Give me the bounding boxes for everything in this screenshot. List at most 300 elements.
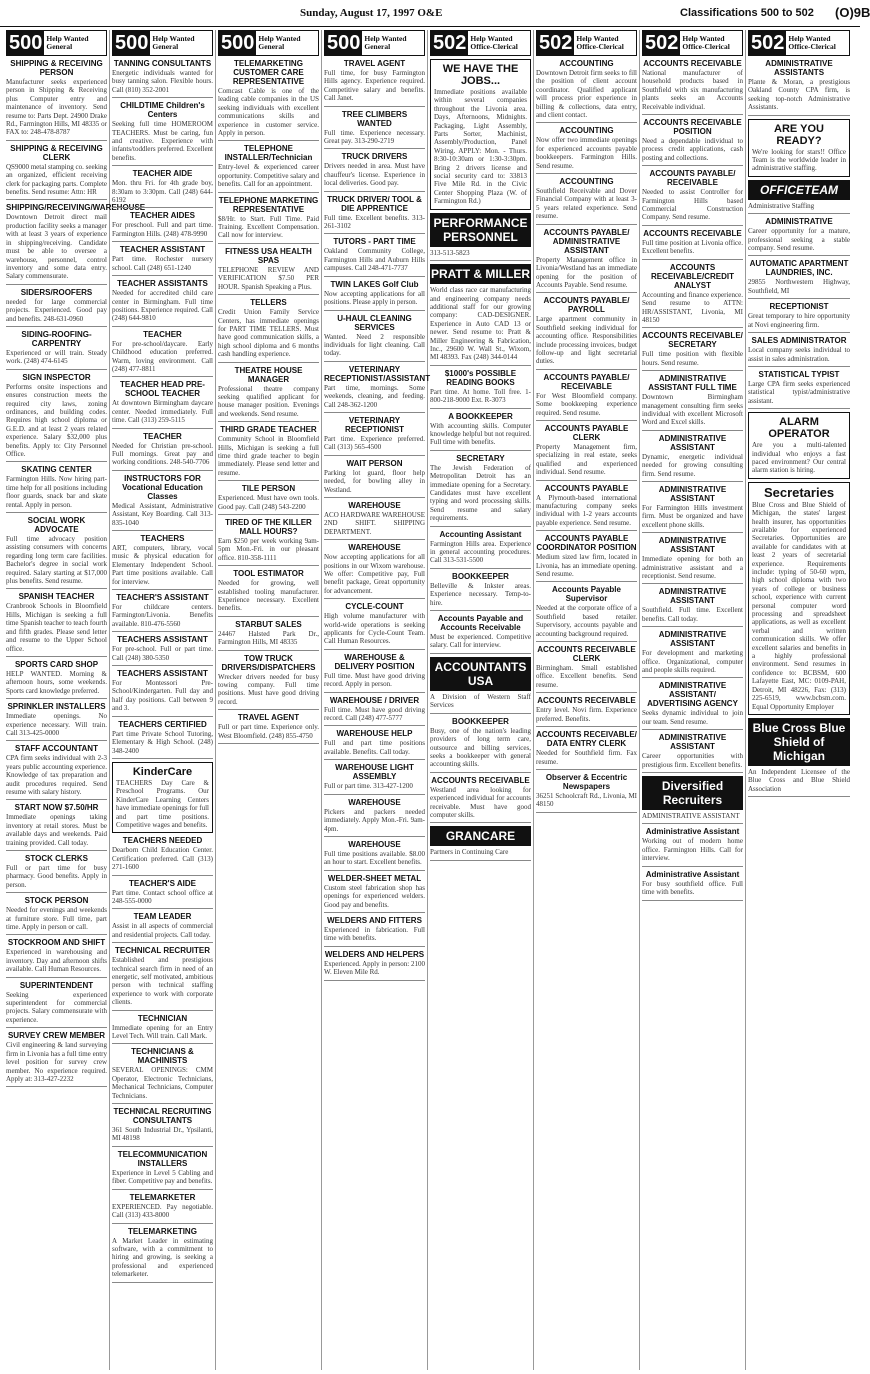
ad-body: Need a dependable individual to process credit applications, cash posting and collections. — [642, 137, 743, 162]
classified-ad — [536, 424, 637, 481]
ad-title: TECHNICAL RECRUITING CONSULTANTS — [113, 1107, 212, 1126]
ad-body: Now accepting applications for all positions. Please apply in person. — [324, 289, 425, 307]
classified-ad — [218, 196, 319, 244]
ad-body: Energetic individuals wanted for busy tanning salon. Flexible hours. Call (810) 352-2001 — [112, 69, 213, 94]
classified-ad — [6, 59, 107, 141]
classified-ad — [112, 1107, 213, 1147]
ad-body: Local company seeks individual to assist in sales administration. — [748, 346, 850, 363]
ad-title: TRAVEL AGENT — [343, 59, 406, 68]
ad-title: ADMINISTRATIVE ASSISTANT — [658, 484, 727, 503]
classified-ad — [6, 1031, 107, 1087]
ad-body: For preschool. Full and part time. Farmington Hills. (248) 478-9990 — [112, 221, 213, 238]
ad-body: Belleville & Inkster areas. Experience necessary. Temp-to-hire. — [430, 581, 531, 607]
ad-body: Full time. Experience necessary. Great pay. 313-290-2719 — [324, 128, 425, 146]
classified-ad — [324, 696, 425, 727]
classified-ad — [218, 144, 319, 192]
classified-ad — [112, 1193, 213, 1224]
ad-body: Dynamic, energetic individual needed for growing consulting firm. Send resume. — [642, 452, 743, 478]
ad-title: TRUCK DRIVERS — [341, 152, 408, 162]
classified-ad — [642, 263, 743, 329]
ad-title: ACCOUNTING — [559, 59, 614, 68]
classified-ad — [324, 950, 425, 981]
classified-ad — [642, 733, 743, 773]
ad-body: Southfield Receivable and Dover Financial Company with at least 3-5 years related experience. Send resume. — [536, 187, 637, 221]
ad-body: Full or part time. 313-427-1200 — [324, 782, 413, 791]
classified-ad — [6, 288, 107, 327]
ad-body: needed for large commercial projects. Experienced. Good pay and benefits. 248-631-0960 — [6, 297, 107, 323]
classified-ad — [642, 59, 743, 115]
ad-title: ACCOUNTS PAYABLE/ RECEIVABLE — [649, 169, 736, 188]
ad-title: TEAM LEADER — [133, 912, 192, 922]
ad-body: Needed for Christian pre-school. Full mornings. Great pay and working conditions. 248-540-7706 — [112, 441, 213, 467]
classified-ad — [6, 744, 107, 800]
ad-title: VETERINARY RECEPTIONIST/ASSISTANT — [324, 364, 431, 383]
ad-title: CYCLE-COUNT — [345, 602, 404, 612]
ad-body: Needed for evenings and weekends at furniture store. Full time, part time. Apply in person or call. — [6, 906, 107, 932]
ad-title: TEACHER ASSISTANT — [119, 245, 206, 255]
ad-title: ALARM OPERATOR — [768, 416, 830, 441]
ad-title: $1000's POSSIBLE READING BOOKS — [444, 368, 517, 387]
classified-column — [428, 30, 534, 1370]
ad-title: Observer & Eccentric Newspapers — [545, 772, 628, 791]
classified-ad — [112, 245, 213, 276]
classified-ad — [642, 630, 743, 678]
ad-body: Full time advocacy position assisting consumers with concerns regarding long term care facilities. Bachelor's degree in social work required. Salary starting at $17,000 plus benefits. Send resume. — [6, 535, 107, 586]
ad-title: SPANISH TEACHER — [18, 592, 95, 602]
classified-ad — [536, 373, 637, 421]
classified-ad — [112, 1014, 213, 1045]
classified-ad — [430, 59, 531, 210]
company-logo: ACCOUNTANTS USA — [430, 657, 531, 691]
ad-body: Are you a multi-talented individual who enjoys a fast paced environment? Our central alarm station is hiring. — [752, 441, 846, 475]
ad-body: Medical Assistant, Administrative Assistant, Key Boarding. Call 313-835-1040 — [112, 501, 213, 527]
classified-ad — [642, 870, 743, 901]
classified-column — [110, 30, 216, 1370]
classified-ad — [536, 296, 637, 369]
classified-ad — [536, 484, 637, 532]
ad-title: TEACHER HEAD PRE-SCHOOL TEACHER — [120, 380, 205, 399]
classified-ad — [536, 645, 637, 693]
columns-container — [4, 30, 856, 1370]
classified-ad — [748, 412, 850, 479]
ad-body: With accounting skills. Computer knowledge helpful but not required. Full time with benefits. — [430, 421, 531, 447]
ad-title: TEACHER ASSISTANTS — [117, 279, 208, 289]
ad-title: TEACHER AIDE — [132, 169, 193, 179]
ad-title: ACCOUNTS RECEIVABLE CLERK — [537, 645, 636, 664]
ad-title: SIDING-ROOFING-CARPENTRY — [21, 329, 92, 348]
ad-title: TELEMARKETING — [128, 1226, 197, 1236]
classified-ad — [324, 798, 425, 837]
company-logo: GRANCARE — [430, 826, 531, 846]
ad-body: TELEPHONE REVIEW AND VERIFICATION $7.50 PER HOUR. Spanish Speaking a Plus. — [218, 265, 319, 291]
classified-ad — [536, 696, 637, 727]
ad-body: Earn $250 per week working 9am-5pm Mon.-Fri. in our pleasant office. 810-358-1111 — [218, 537, 319, 562]
ad-body: Blue Cross and Blue Shield of Michigan, the states' largest health insurer, has opportunities available for experienced Secretaries. Opportunities are available for candidates with at least 2 years of secretarial experience. Requirements include: typing of 50-60 wpm, high school diploma with two years of college or business school, experience with current personal computer word processing and spreadsheet applications, as well as excellent verbal and written communication skills. We offer excellent salaries and benefits in a highly professional environment. Send resumes in confidence to: BCBSM, 600 Lafayette East, MC: 0109-PAH, Detroit, MI 48226, Fax: (313) 225-6519, www.bcbsm.com. Equal Opportunity Employer — [752, 500, 846, 711]
ad-title: WAREHOUSE — [348, 500, 401, 510]
ad-body: Seeking experienced superintendent for commercial projects. Salary commensurate with experience. — [6, 990, 107, 1024]
ad-title: ACCOUNTS RECEIVABLE — [643, 59, 742, 68]
ad-title: TOOL ESTIMATOR — [233, 569, 304, 579]
ad-body: A Division of Western Staff Services — [430, 692, 531, 710]
classified-ad — [748, 217, 850, 256]
classified-ad — [324, 416, 425, 456]
ad-title: TELLERS — [250, 298, 287, 308]
classified-ad — [6, 803, 107, 851]
ad-title: ACCOUNTS RECEIVABLE/CREDIT ANALYST — [651, 262, 734, 290]
ad-title: SALES ADMINISTRATOR — [751, 336, 847, 346]
classified-ad — [324, 195, 425, 235]
column-heading — [112, 30, 213, 56]
ad-title: ADMINISTRATIVE ASSISTANT/ ADVERTISING AGENCY — [647, 681, 738, 709]
classified-ad — [430, 657, 531, 714]
ad-title: ARE YOU READY? — [774, 122, 824, 147]
classified-ad — [324, 763, 425, 794]
classified-ad — [6, 330, 107, 370]
classified-ad — [112, 59, 213, 98]
classified-ad — [112, 474, 213, 531]
ad-body: Dearborn Child Education Center. Certification preferred. Call (313) 271-1600 — [112, 846, 213, 872]
ad-title: Secretaries — [763, 484, 835, 500]
ad-title: TOW TRUCK DRIVERS/DISPATCHERS — [221, 653, 316, 672]
classified-ad — [430, 776, 531, 824]
ad-body: Part time. At home. Toll free. 1-800-218-9000 Ext. R-3073 — [430, 387, 531, 405]
classified-column — [322, 30, 431, 1370]
ad-title: STARBUT SALES — [235, 619, 302, 629]
classified-ad — [748, 370, 850, 409]
ad-body: At downtown Birmingham daycare center. Needed immediately. Full time. Call (313) 259-5115 — [112, 399, 213, 425]
company-logo: Blue Cross Blue Shield of Michigan — [748, 718, 850, 766]
ad-title: ACCOUNTS PAYABLE COORDINATOR POSITION — [536, 534, 637, 553]
classified-ad — [642, 169, 743, 226]
ad-body: Part time Private School Tutoring, Elementary & High School. (248) 348-2400 — [112, 729, 213, 755]
ad-body: Partners in Continuing Care — [430, 848, 509, 857]
ad-body: Working out of modern home office. Farmington Hills. Call for interview. — [642, 837, 743, 863]
classified-ad — [218, 425, 319, 481]
ad-body: For busy southfield office. Full time with benefits. — [642, 879, 743, 897]
classified-ad — [218, 518, 319, 566]
ad-title: SURVEY CREW MEMBER — [7, 1031, 106, 1041]
ad-body: Performs onsite inspections and ensures construction meets the required city laws, zoning ordinances, and building codes. Requires high school diploma or G.E.D. and at least 2 years related experience. Salary $32,000 plus benefits. Apply to: City Personnel Office. — [6, 382, 107, 458]
classification-code: 502 — [645, 31, 679, 54]
classified-ad — [430, 717, 531, 773]
ad-body: Cranbrook Schools in Bloomfield Hills, Michigan is seeking a full time Spanish teacher to teach fourth and fifth grades. Please send letter and resume to the Upper School office. — [6, 602, 107, 653]
classified-ad — [218, 654, 319, 711]
classified-ad — [112, 1150, 213, 1190]
ad-body: Manufacturer seeks experienced person in Shipping & Receiving plus Computer entry and maintenance of inventory. Send resume to: Parts Dept. 24900 Drake Rd., Farmington Hills, MI 48335 or FAX to: 248-478-8787 — [6, 78, 107, 137]
classified-ad — [112, 169, 213, 208]
classified-ad — [112, 101, 213, 166]
ad-body: Immediate opening for both an administrative assistant and a receptionist. Send resume. — [642, 555, 743, 580]
ad-body: Needed at the corporate office of a Southfield based retailer. Supervisory, accounts payable and accounting background required. — [536, 604, 637, 638]
ad-title: TEACHER — [143, 431, 182, 441]
ad-body: Needed to assist Controller for Farmington Hills based Commercial Construction Company. Send resume. — [642, 188, 743, 222]
classified-ad — [6, 702, 107, 741]
page-header — [0, 0, 870, 27]
classification-label: Help Wanted Office-Clerical — [788, 33, 836, 51]
classified-ad — [748, 59, 850, 116]
ad-title: ACCOUNTING — [559, 177, 614, 187]
ad-body: Community School in Bloomfield Hills, Michigan is seeking a full time third grade teacher to begin immediately. Please send letter and resume. — [218, 435, 319, 477]
classified-ad — [112, 912, 213, 943]
ad-body: Property Management office in Livonia/Westland has an immediate opening for the position of Accounts Payable. Send resume. — [536, 255, 637, 289]
ad-body: 36251 Schoolcraft Rd., Livonia, MI 48150 — [536, 791, 637, 809]
ad-body: Entry-level & experienced career opportunity. Competitive salary and benefits. Call for an appointment. — [218, 163, 319, 189]
ad-title: SPRINKLER INSTALLERS — [7, 702, 106, 712]
ad-title: WAREHOUSE — [348, 839, 401, 849]
classified-ad — [6, 660, 107, 699]
classified-ad — [642, 229, 743, 260]
ad-title: TEACHERS CERTIFIED — [118, 719, 207, 729]
classification-code: 500 — [9, 31, 43, 54]
ad-body: Westland area looking for experienced individual for accounts receivable. Must have good computer skills. — [430, 785, 531, 819]
ad-title: TELEPHONE MARKETING REPRESENTATIVE — [218, 195, 319, 214]
ad-title: TRUCK DRIVER/ TOOL & DIE APPRENTICE — [327, 194, 422, 213]
ad-title: TWIN LAKES Golf Club — [330, 279, 419, 289]
ad-body: Full or part time. Experience only. West Bloomfield. (248) 855-4750 — [218, 723, 319, 740]
ad-body: Mon. thru Fri. for 4th grade boy, 8:30am to 3:30pm. Call (248) 644-6192 — [112, 179, 213, 205]
ad-title: ACCOUNTING — [559, 126, 614, 136]
ad-title: SECRETARY — [456, 453, 505, 463]
ad-title: WAREHOUSE — [348, 543, 401, 553]
ad-title: TECHNICIANS & MACHINISTS — [131, 1047, 194, 1066]
ad-body: World class race car manufacturing and engineering company needs additional staff for our growing company: CAD-DESIGNER. Experience in Auto CAD 13 or newer. Send resume to: Pratt & Miller Engineering & Fabrication, Inc., 29600 W. Wall St., Wixom, MI 48393. Fax (248) 344-0144 — [430, 286, 531, 362]
classified-ad — [218, 298, 319, 362]
ad-body: Part time. Contact school office at 248-555-0000 — [112, 888, 213, 905]
ad-title: SOCIAL WORK ADVOCATE — [27, 516, 86, 535]
ad-body: 24467 Halsted Park Dr., Farmington Hills, MI 48335 — [218, 629, 319, 647]
ad-body: Professional theatre company seeking qualified applicant for house manager position. Evenings and weekends. Send resume. — [218, 384, 319, 418]
classified-ad — [324, 152, 425, 191]
classified-ad — [218, 366, 319, 423]
classified-ad — [748, 482, 850, 715]
ad-title: SIDERS/ROOFERS — [20, 287, 93, 297]
ad-body: Pickers and packers needed immediately. Apply Mon.-Fri. 9am-4pm. — [324, 807, 425, 833]
ad-body: Full time, for busy Farmington Hills agency. Experience required. Competitive salary and benefits. Call Janet. — [324, 69, 425, 103]
classified-ad — [324, 314, 425, 362]
ad-body: Experienced in warehousing and inventory. Day and afternoon shifts available. Call Human Resources. — [6, 948, 107, 974]
classified-ad — [536, 773, 637, 813]
ad-title: ACCOUNTS RECEIVABLE POSITION — [643, 118, 742, 137]
ad-body: $8/Hr. to Start. Full Time. Paid Training. Excellent Compensation. Call now for interview. — [218, 214, 319, 240]
classified-ad — [324, 543, 425, 599]
ad-body: Comcast Cable is one of the leading cable companies in the US seeking individuals with excellent communications skills and experience in customer service. Apply in person. — [218, 87, 319, 138]
ad-body: For Farmington Hills investment firm. Must be organized and have excellent phone skills. — [642, 503, 743, 529]
ad-body: QS9000 metal stamping co. seeking an organized, efficient receiving clerk for packaging parts. Complete benefits. Send resume: Attn: HR — [6, 162, 107, 197]
ad-title: WAREHOUSE HELP — [336, 729, 413, 739]
ad-title: ADMINISTRATIVE — [765, 217, 833, 227]
ad-title: WELDERS AND HELPERS — [324, 949, 425, 959]
classified-ad — [324, 501, 425, 540]
ad-body: Full time position with flexible hours. Send resume. — [642, 350, 743, 367]
ad-body: Birmingham. Small established office. Excellent benefits. Send resume. — [536, 664, 637, 689]
ad-title: ADMINISTRATIVE ASSISTANT — [658, 733, 727, 752]
ad-body: Downtown Detroit firm seeks to fill the position of client account coordinator. Qualified applicant will process prior experience in billing & collections, data entry, and client contact. — [536, 69, 637, 120]
classified-ad — [6, 373, 107, 463]
ad-title: ACCOUNTS RECEIVABLE/ DATA ENTRY CLERK — [536, 730, 637, 749]
ad-title: TREE CLIMBERS WANTED — [341, 109, 408, 128]
classification-code: 500 — [221, 31, 255, 54]
column-heading — [642, 30, 743, 56]
classified-ad — [536, 177, 637, 225]
ad-title: WAIT PERSON — [346, 458, 403, 468]
classified-ad — [324, 280, 425, 311]
ad-body: Full or part time for busy pharmacy. Good benefits. Apply in person. — [6, 864, 107, 889]
classified-ad — [218, 484, 319, 515]
ad-title: ACCOUNTS RECEIVABLE — [431, 775, 530, 785]
company-logo: Diversified Recruiters — [642, 776, 743, 810]
ad-body: Full and part time positions available. Benefits. Call today. — [324, 739, 425, 756]
ad-title: STOCK PERSON — [24, 896, 89, 906]
ad-body: Full time. Must have good driving record. Apply in person. — [324, 671, 425, 689]
ad-title: TILE PERSON — [241, 484, 296, 494]
company-logo: OFFICETEAM — [748, 180, 850, 200]
ad-body: Large CPA firm seeks experienced statistical typist/administrative assistant. — [748, 379, 850, 405]
ad-title: Administrative Assistant — [645, 869, 740, 879]
ad-title: SKATING CENTER — [21, 465, 92, 475]
classification-code: 502 — [433, 31, 467, 54]
ad-body: Downtown Birmingham management consulting firm seeks individual with excellent Microsoft Word and Excel skills. — [642, 393, 743, 427]
ad-body: Administrative Staffing — [748, 201, 815, 210]
ad-title: TEACHERS NEEDED — [122, 836, 203, 846]
classified-ad — [6, 203, 146, 284]
ad-body: Downtown Detroit direct mail production facility seeks a manager with at least 3 years of experience in shipping/receiving. Candidate must be able to oversee a warehouse, personnel, control inventory and some data entry. Salary commensurate. — [6, 213, 107, 281]
classified-ad — [536, 59, 637, 123]
classified-ad — [324, 602, 425, 650]
classified-ad — [112, 534, 213, 590]
classified-ad — [112, 762, 213, 833]
ad-title: SHIPPING/RECEIVING/WAREHOUSE — [6, 203, 146, 213]
ad-body: Civil engineering & land surveying firm in Livonia has a full time entry level position for survey crew member. No experience required. Apply at: 313-427-2232 — [6, 1041, 107, 1083]
ad-title: TELEMARKETER — [129, 1192, 196, 1202]
company-logo: PRATT & MILLER — [430, 264, 531, 284]
ad-body: For childcare centers. Farmington/Livonia. Benefits available. 810-476-5560 — [112, 603, 213, 628]
classified-ad — [430, 454, 531, 527]
classified-ad — [112, 1227, 213, 1283]
ad-body: Oakland Community College, Farmington Hills and Auburn Hills campuses. Call 248-471-7737 — [324, 247, 425, 273]
classified-ad — [218, 713, 319, 744]
ad-title: WE HAVE THE JOBS... — [442, 63, 519, 87]
classified-ad — [112, 720, 213, 759]
ad-body: Seeking full time HOMEROOM TEACHERS. Must be caring, fun and creative. Experience with infants/toddlers preferred. Excellent benefits. — [112, 120, 213, 162]
ad-body: Experience in Level 5 Cabling and fiber. Competitive pay and benefits. — [112, 1168, 213, 1186]
classified-ad — [112, 1047, 213, 1104]
ad-body: For development and marketing office. Organizational, computer and people skills required. — [642, 649, 743, 675]
ad-title: TELECOMMUNICATION INSTALLERS — [117, 1149, 208, 1168]
classified-ad — [642, 587, 743, 627]
classified-ad — [112, 279, 213, 327]
ad-title: STATISTICAL TYPIST — [758, 369, 840, 379]
classified-ad — [748, 259, 850, 299]
ad-title: SHIPPING & RECEIVING CLERK — [10, 143, 103, 162]
classified-ad — [642, 681, 743, 730]
ad-title: TIRED OF THE KILLER MALL HOURS? — [225, 518, 312, 536]
ad-body: Wanted. Need 2 responsible individuals for light cleaning. Call today. — [324, 332, 425, 358]
ad-body: Full time positions available. $8.00 an hour to start. Excellent benefits. — [324, 849, 425, 867]
ad-body: Full time. Must have good driving record. Call (248) 477-5777 — [324, 705, 425, 723]
classified-ad — [218, 59, 319, 141]
ad-body: Entry level. Novi firm. Experience preferred. Benefits. — [536, 706, 637, 723]
ad-title: SUPERINTENDENT — [19, 980, 94, 990]
classified-ad — [536, 585, 637, 642]
ad-title: TEACHERS ASSISTANT — [117, 669, 208, 679]
classified-column — [216, 30, 322, 1370]
ad-title: VETERINARY RECEPTIONIST — [344, 415, 405, 434]
classified-ad — [642, 827, 743, 866]
ad-body: Part time, mornings. Some weekends, cleaning, and feeding. Call 248-362-1200 — [324, 383, 425, 409]
classified-column — [746, 30, 852, 1370]
ad-title: SHIPPING & RECEIVING PERSON — [10, 59, 103, 77]
ad-title: WELDER-SHEET METAL — [327, 873, 422, 883]
ad-body: 29855 Northwestern Highway, Southfield, MI — [748, 278, 850, 295]
ad-body: Career opportunities with prestigious firm. Excellent benefits. — [642, 752, 743, 769]
ad-title: TUTORS - PART TIME — [333, 237, 416, 247]
ad-title: ACCOUNTS PAYABLE/ RECEIVABLE — [543, 372, 630, 391]
classified-ad — [748, 302, 850, 333]
ad-title: SIGN INSPECTOR — [22, 372, 91, 382]
classified-ad — [6, 592, 107, 656]
classified-ad — [218, 247, 319, 295]
ad-title: TEACHER — [143, 329, 182, 339]
classified-ad — [430, 369, 531, 409]
ad-body: ADMINISTRATIVE ASSISTANT — [642, 812, 740, 821]
ad-title: ACCOUNTS RECEIVABLE/ SECRETARY — [642, 331, 743, 350]
ad-body: Medium sized law firm, located in Livonia, has an immediate opening. Send resume. — [536, 553, 637, 579]
ad-body: Needed for Southfield firm. Fax resume. — [536, 749, 637, 766]
ad-body: Great temporary to hire opportunity at Novi engineering firm. — [748, 312, 850, 329]
classified-ad — [112, 593, 213, 632]
ad-title: ADMINISTRATIVE ASSISTANT FULL TIME — [648, 374, 737, 393]
ad-body: Large apartment community in Southfield seeking individual for accounting office. Responsibilities include processing invoices, budget follow-up and light secretarial duties. — [536, 315, 637, 366]
ad-body: The Jewish Federation of Metropolitan Detroit has an immediate opening for a Secretary. Candidates must have excellent typing and word processing skills. Send resume and salary requirements. — [430, 463, 531, 523]
classified-ad — [6, 938, 107, 977]
ad-title: ADMINISTRATIVE ASSISTANT — [658, 433, 727, 452]
ad-body: Needed for accredited child care center in Birmingham. Full time positions. Experience required. Call (248) 644-9810 — [112, 289, 213, 323]
ad-title: TANNING CONSULTANTS — [113, 59, 212, 68]
classification-code: 500 — [327, 31, 361, 54]
ad-title: FITNESS USA HEALTH SPAS — [225, 246, 312, 265]
ad-body: Experienced. Apply in person: 2100 W. Eleven Mile Rd. — [324, 959, 425, 977]
ad-body: CPA firm seeks individual with 2-3 years public accounting experience. Knowledge of tax preparation and audit procedures required. Send resume with salary history. — [6, 754, 107, 796]
classified-ad — [642, 374, 743, 431]
ad-title: STOCK CLERKS — [25, 854, 88, 863]
classified-ad — [112, 330, 213, 378]
ad-body: Immediate opening for an Entry Level Tech. Will train. Call Mark. — [112, 1023, 213, 1041]
classification-code: 502 — [751, 31, 785, 54]
ad-title: TEACHER'S AIDE — [129, 878, 196, 888]
classification-label: Help Wanted Office-Clerical — [470, 33, 518, 51]
classified-ad — [430, 614, 531, 654]
ad-title: WAREHOUSE — [348, 797, 401, 807]
ad-body: SEVERAL OPENINGS: CMM Operator, Electronic Technicians, Mechanical Technicians, Computer Technicians. — [112, 1066, 213, 1100]
ad-body: Needed for growing, well established tooling manufacturer. Experience necessary. Excellent benefits. — [218, 579, 319, 613]
ad-body: EXPERIENCED. Pay negotiable. Call (313) 433-8000 — [112, 1202, 213, 1220]
classified-ad — [536, 730, 637, 770]
ad-title: Accounts Payable and Accounts Receivable — [437, 614, 524, 633]
column-heading — [6, 30, 107, 56]
column-heading — [324, 30, 425, 56]
ad-body: National manufacturer of household products based in Southfield with six manufacturing plants seeks an Accounts Receivable individual. — [642, 69, 743, 111]
classified-ad — [6, 516, 107, 589]
classified-ad — [324, 653, 425, 693]
ad-title: ADMINISTRATIVE ASSISTANTS — [765, 59, 833, 77]
ad-body: Credit Union Family Service Centers, has immediate openings for PART TIME TELLERS. Must have good communication skills, a high school diploma and 6 months cash handling experience. — [218, 308, 319, 359]
column-heading — [748, 30, 850, 56]
classified-column — [640, 30, 746, 1370]
ad-title: STOCKROOM AND SHIFT — [7, 938, 106, 948]
classified-ad — [218, 620, 319, 651]
ad-title: THEATRE HOUSE MANAGER — [234, 365, 303, 384]
classified-ad — [324, 840, 425, 871]
